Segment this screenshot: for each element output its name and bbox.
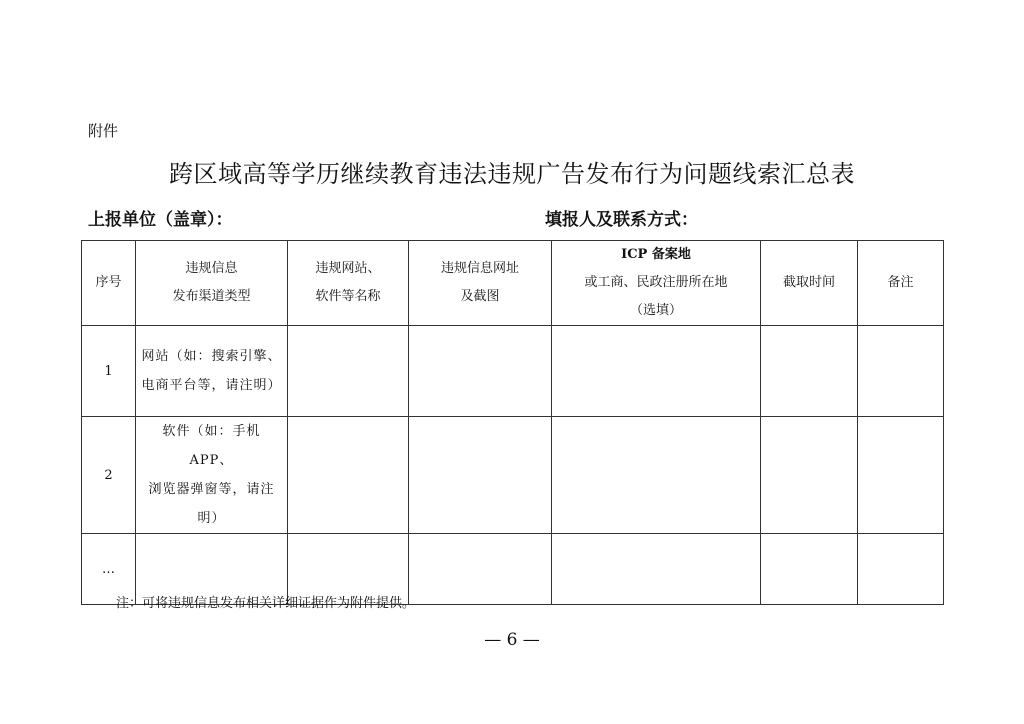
row-remarks-cell[interactable]	[858, 534, 944, 605]
table-row	[82, 417, 944, 534]
header-site-name: 违规网站、 软件等名称	[288, 241, 409, 326]
header-channel-type: 违规信息 发布渠道类型	[136, 241, 288, 326]
row-url-cell[interactable]	[409, 534, 552, 605]
footnote: 注：可将违规信息发布相关详细证据作为附件提供。	[116, 596, 416, 611]
header-url-screenshot: 违规信息网址 及截图	[409, 241, 552, 326]
attachment-label: 附件	[88, 122, 119, 140]
row-channel-type: 软件（如：手机 APP、 浏览器弹窗等，请注 明）	[136, 417, 288, 534]
page-number: — 6 —	[484, 630, 540, 650]
row-icp-cell[interactable]	[552, 534, 761, 605]
row-remarks-cell[interactable]	[858, 326, 944, 417]
table-row	[82, 326, 944, 417]
row-seq: …	[82, 534, 136, 605]
row-seq: 2	[82, 417, 136, 534]
reporting-unit-label: 上报单位（盖章）：	[88, 210, 233, 230]
filler-contact-label: 填报人及联系方式：	[545, 210, 698, 230]
row-site-name-cell[interactable]	[288, 417, 409, 534]
clue-summary-table	[81, 240, 944, 605]
row-url-cell[interactable]	[409, 417, 552, 534]
header-remarks: 备注	[858, 241, 944, 326]
row-capture-time-cell[interactable]	[761, 417, 858, 534]
table-header-row	[82, 241, 944, 326]
row-channel-type: 网站（如：搜索引擎、 电商平台等，请注明）	[136, 326, 288, 417]
row-icp-cell[interactable]	[552, 326, 761, 417]
row-capture-time-cell[interactable]	[761, 326, 858, 417]
row-site-name-cell[interactable]	[288, 326, 409, 417]
header-capture-time: 截取时间	[761, 241, 858, 326]
row-seq: 1	[82, 326, 136, 417]
header-icp-registration: ICP 备案地 或工商、民政注册所在地 （选填）	[552, 241, 761, 326]
row-icp-cell[interactable]	[552, 417, 761, 534]
header-seq: 序号	[82, 241, 136, 326]
document-title: 跨区域高等学历继续教育违法违规广告发布行为问题线索汇总表	[169, 160, 855, 188]
row-url-cell[interactable]	[409, 326, 552, 417]
row-remarks-cell[interactable]	[858, 417, 944, 534]
row-capture-time-cell[interactable]	[761, 534, 858, 605]
